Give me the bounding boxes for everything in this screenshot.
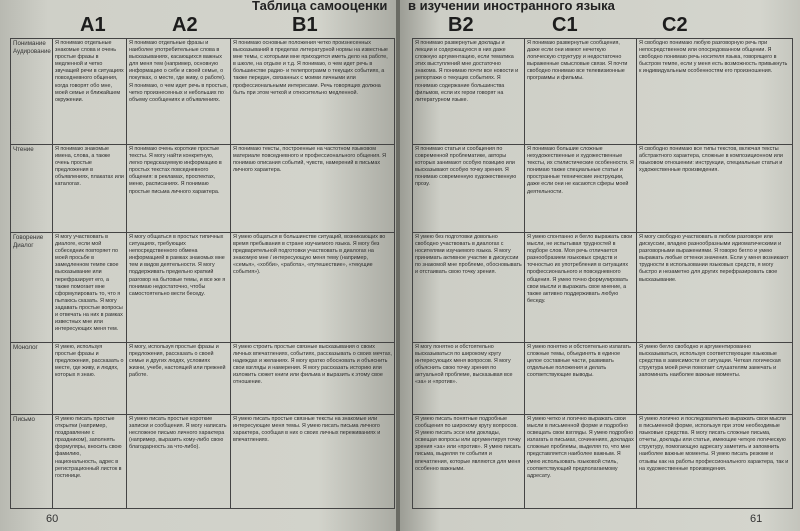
cell-reading-c1: Я понимаю большие сложные нехудожественные и художественные тексты, их стилистические особенности. Я понимаю также специальные статьи и пространные технические инструкции, даже если они не касаются сферы моей деятельности. (525, 145, 637, 233)
cell-listening-c2: Я свободно понимаю любую разговорную речь при непосредственном или опосредованном общении. Я свободно понимаю речь носителя языка, говорящего в быстром темпе, если у меня есть возможность привыкнуть к индивидуальным особенностям его произношения. (637, 39, 793, 145)
row-label-listening: Понимание Аудирование (11, 39, 53, 145)
level-c2-heading: C2 (662, 14, 688, 36)
level-b1-heading: B1 (292, 14, 318, 36)
cell-dialogue-a1: Я могу участвовать в диалоге, если мой собеседник повторяет по моей просьбе в замедленном темпе свое высказывание или перефразирует его, а также помогает мне сформулировать то, что я пытаюсь сказать. Я могу задавать простые вопросы и отвечать на них в рамках известных мне или интересующих меня тем. (53, 233, 127, 343)
table-row (413, 39, 793, 145)
cell-reading-a2: Я понимаю очень короткие простые тексты. Я могу найти конкретную, легко предсказуемую информацию в простых текстах повседневного общения: в рекламах, проспектах, меню, расписаниях. Я понимаю простые письма личного характера. (127, 145, 231, 233)
cell-listening-a1: Я понимаю отдельные знакомые слова и очень простые фразы в медленной и четко звучащей речи в ситуациях повседневного общения, когда говорят обо мне, моей семье и ближайшем окружении. (53, 39, 127, 145)
cell-monologue-a2: Я могу, используя простые фразы и предложения, рассказать о своей семье и других людях, условиях жизни, учебе, настоящей или прежней работе. (127, 343, 231, 415)
right-page (400, 0, 800, 531)
row-label-writing: Письмо (11, 415, 53, 509)
level-c1-heading: C1 (552, 14, 578, 36)
page-number-right: 61 (750, 513, 763, 525)
left-page (0, 0, 398, 531)
cell-writing-a2: Я умею писать простые короткие записки и сообщения. Я могу написать несложное письмо личного характера (например, выразить кому-либо свою благодарность за что-либо). (127, 415, 231, 509)
cell-reading-a1: Я понимаю знакомые имена, слова, а также очень простые предложения в объявлениях, плакатах или каталогах. (53, 145, 127, 233)
title-right: в изучении иностранного языка (408, 0, 615, 13)
cell-writing-b2: Я умею писать понятные подробные сообщения по широкому кругу вопросов. Я умею писать эссе или доклады, освещая вопросы или аргументируя точку зрения «за» или «против». Я умею писать письма, выделяя те события и впечатления, которые являются для меня особенно важными. (413, 415, 525, 509)
cell-dialogue-b2: Я умею без подготовки довольно свободно участвовать в диалогах с носителями изучаемого языка. Я могу принимать активное участие в дискуссии по знакомой мне проблеме, обосновывать и отстаивать свою точку зрения. (413, 233, 525, 343)
cell-monologue-a1: Я умею, используя простые фразы и предложения, рассказать о месте, где живу, и людях, которых я знаю. (53, 343, 127, 415)
cell-writing-b1: Я умею писать простые связные тексты на знакомые или интересующие меня темы. Я умею писать письма личного характера, сообщая в них о своих личных переживаниях и впечатлениях. (231, 415, 395, 509)
cell-monologue-c2: Я умею бегло свободно и аргументированно высказываться, используя соответствующие языковые средства в зависимости от ситуации. Четкая логическая структура моей речи помогает слушателям замечать и запоминать наиболее важные моменты. (637, 343, 793, 415)
table-row (11, 233, 395, 343)
row-label-reading: Чтение (11, 145, 53, 233)
table-row (413, 233, 793, 343)
cell-dialogue-c1: Я умею спонтанно и бегло выражать свои мысли, не испытывая трудностей в подборе слов. Моя речь отличается разнообразием языковых средств и точностью их употребления в ситуациях профессионального и повседневного общения. Я умею точно формулировать свои мысли и выражать свое мнение, а также активно поддерживать любую беседу. (525, 233, 637, 343)
table-row (413, 145, 793, 233)
table-row (11, 39, 395, 145)
table-row (11, 343, 395, 415)
table-row (11, 415, 395, 509)
level-a2-heading: A2 (172, 14, 198, 36)
cell-writing-c2: Я умею логично и последовательно выражать свои мысли в письменной форме, используя при этом необходимые языковые средства. Я могу писать сложные письма, отчеты, доклады или статьи, имеющие четкую логическую структуру, помогающую адресату заметить и запомнить наиболее важные моменты. Я умею писать резюме и отзывы как на работы профессионального характера, так и на художественные произведения. (637, 415, 793, 509)
cell-dialogue-a2: Я могу общаться в простых типичных ситуациях, требующих непосредственного обмена информацией в рамках знакомых мне тем и видов деятельности. Я могу поддерживать предельно краткий разговор на бытовые темы, и все же я понимаю недостаточно, чтобы самостоятельно вести беседу. (127, 233, 231, 343)
table-row (413, 343, 793, 415)
cell-reading-c2: Я свободно понимаю все типы текстов, включая тексты абстрактного характера, сложные в композиционном или языковом отношении: инструкции, специальные статьи и художественные произведения. (637, 145, 793, 233)
cell-reading-b1: Я понимаю тексты, построенные на частотном языковом материале повседневного и профессионального общения. Я понимаю описания событий, чувств, намерений в письмах личного характера. (231, 145, 395, 233)
self-assessment-table-left (10, 38, 395, 509)
level-b2-heading: B2 (448, 14, 474, 36)
row-label-dialogue: Говорение Диалог (11, 233, 53, 343)
level-a1-heading: A1 (80, 14, 106, 36)
table-row (413, 415, 793, 509)
cell-monologue-b1: Я умею строить простые связные высказывания о своих личных впечатлениях, событиях, рассказывать о своих мечтах, надеждах и желаниях. Я могу кратко обосновать и объяснить свои взгляды и намерения. Я могу рассказать историю или изложить сюжет книги или фильма и выразить к этому свое отношение. (231, 343, 395, 415)
cell-listening-b1: Я понимаю основные положения четко произнесенных высказываний в пределах литературной нормы на известные мне темы, с которыми мне приходится иметь дело на работе, в школе, на отдыхе и т.д. Я понимаю, о чем идет речь в большинстве радио- и телепрограмм о текущих событиях, а также передач, связанных с моими личными или профессиональными интересами. Речь говорящих должна быть при этом четкой и относительно медленной. (231, 39, 395, 145)
cell-reading-b2: Я понимаю статьи и сообщения по современной проблематике, авторы которых занимают особую позицию или высказывают особую точку зрения. Я понимаю современную художественную прозу. (413, 145, 525, 233)
cell-writing-c1: Я умею четко и логично выражать свои мысли в письменной форме и подробно освещать свои взгляды. Я умею подробно излагать в письмах, сочинениях, докладах сложные проблемы, выделяя то, что мне представляется наиболее важным. Я умею использовать языковой стиль, соответствующий предполагаемому адресату. (525, 415, 637, 509)
row-label-monologue: Монолог (11, 343, 53, 415)
self-assessment-table-right (412, 38, 793, 509)
cell-listening-b2: Я понимаю развернутые доклады и лекции и содержащуюся в них даже сложную аргументацию, если тематика этих выступлений мне достаточно знакома. Я понимаю почти все новости и репортажи о текущих событиях. Я понимаю содержание большинства фильмов, если их герои говорят на литературном языке. (413, 39, 525, 145)
cell-listening-a2: Я понимаю отдельные фразы и наиболее употребительные слова в высказываниях, касающихся важных для меня тем (например, основную информацию о себе и своей семье, о покупках, о месте, где живу, о работе). Я понимаю, о чем идет речь в простых, четко произнесенных и небольших по объему сообщениях и объявлениях. (127, 39, 231, 145)
cell-listening-c1: Я понимаю развернутые сообщения, даже если они имеют нечеткую логическую структуру и недостаточно выраженные смысловые связи. Я почти свободно понимаю все телевизионные программы и фильмы. (525, 39, 637, 145)
cell-writing-a1: Я умею писать простые открытки (например, поздравление с праздником), заполнять формуляры, вносить свою фамилию, национальность, адрес в регистрационный листок в гостинице. (53, 415, 127, 509)
cell-dialogue-b1: Я умею общаться в большинстве ситуаций, возникающих во время пребывания в стране изучаемого языка. Я могу без предварительной подготовки участвовать в диалогах на знакомую мне / интересующую меня тему (например, «семья», «хобби», «работа», «путешествие», «текущие события»). (231, 233, 395, 343)
title-left: Таблица самооценки (252, 0, 388, 13)
page-number-left: 60 (46, 513, 59, 525)
cell-dialogue-c2: Я могу свободно участвовать в любом разговоре или дискуссии, владею разнообразными идиоматическими и разговорными выражениями. Я говорю бегло и умею выражать любые оттенки значения. Если у меня возникают трудности в использовании языковых средств, я могу быстро и незаметно для других перефразировать свое высказывание. (637, 233, 793, 343)
cell-monologue-b2: Я могу понятно и обстоятельно высказываться по широкому кругу интересующих меня вопросов. Я могу объяснить свою точку зрения по актуальной проблеме, высказывая все «за» и «против». (413, 343, 525, 415)
cell-monologue-c1: Я умею понятно и обстоятельно излагать сложные темы, объединять в единое целое составные части, развивать отдельные положения и делать соответствующие выводы. (525, 343, 637, 415)
table-row (11, 145, 395, 233)
